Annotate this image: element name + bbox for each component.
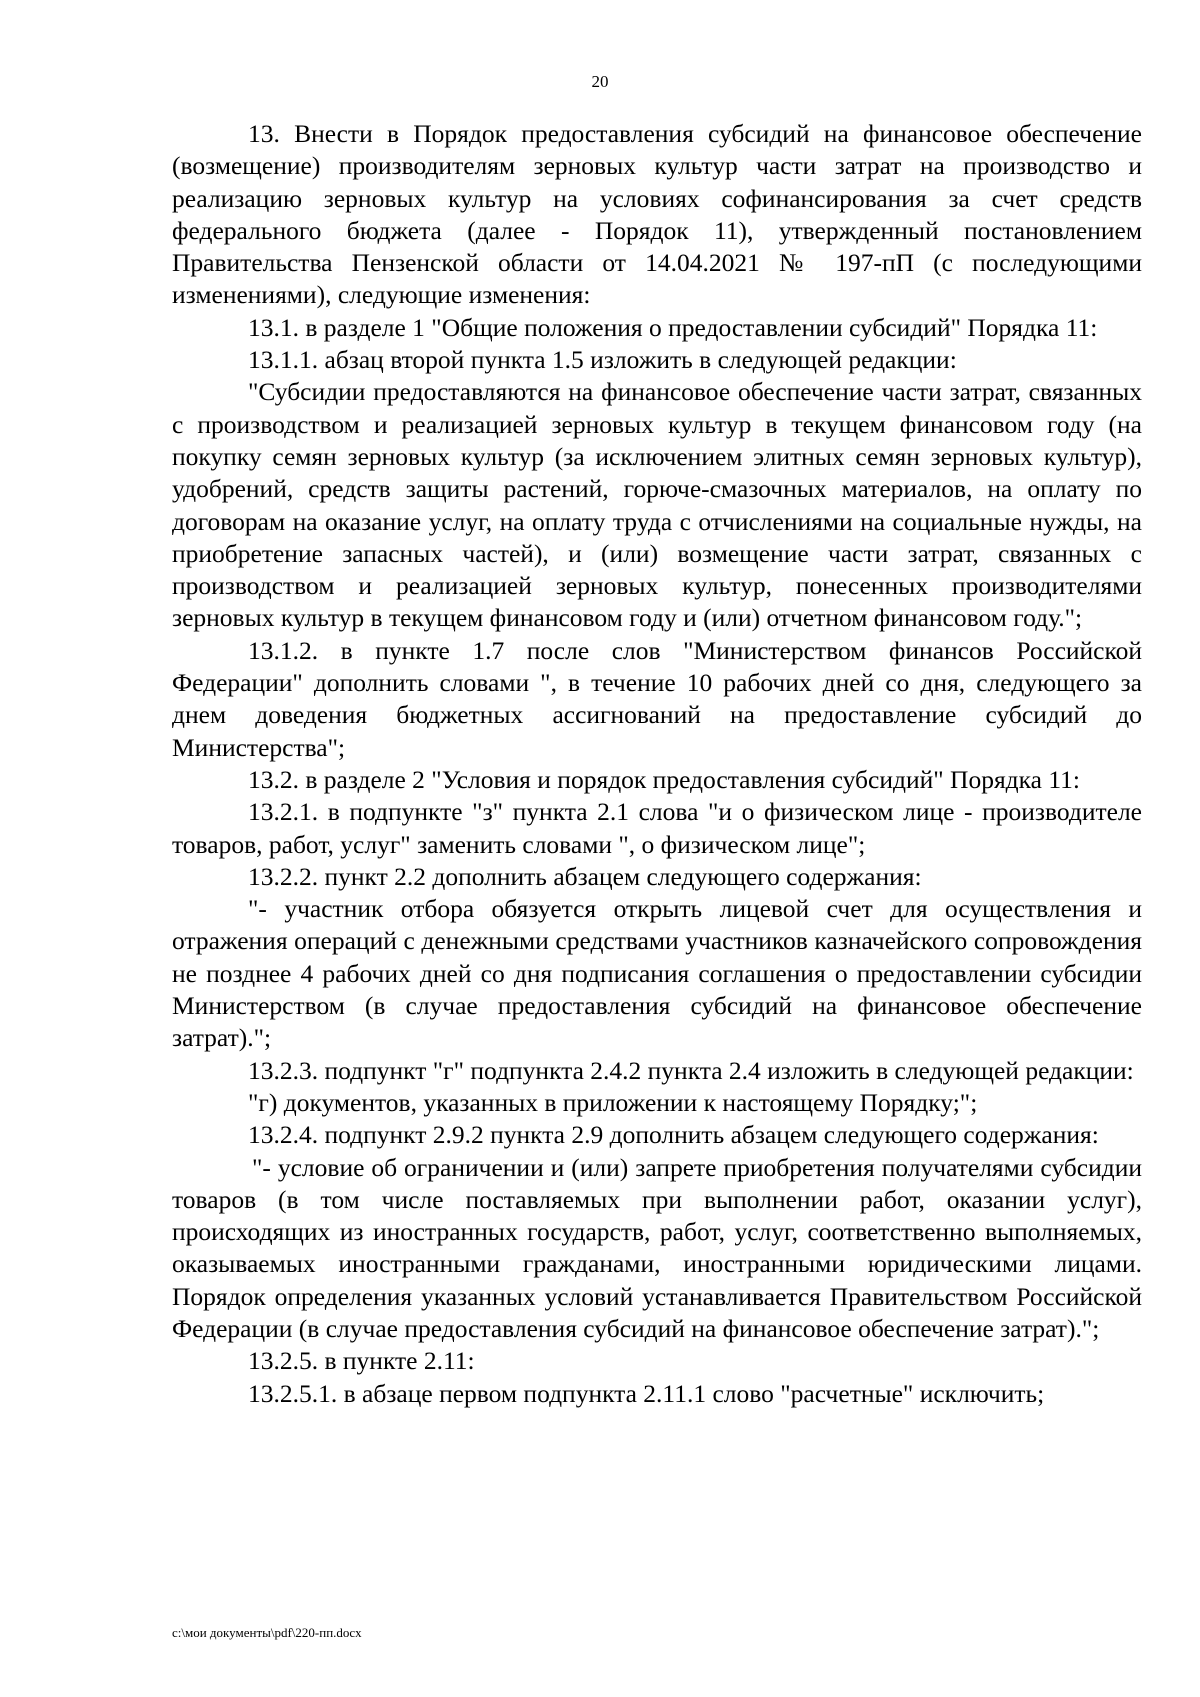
paragraph: 13.2. в разделе 2 "Условия и порядок предоставления субсидий" Порядка 11:: [248, 764, 1080, 794]
page-number: 20: [591, 72, 609, 91]
paragraph: 13. Внести в Порядок предоставления субсидий на финансовое обеспечение (возмещение) производителям зерновых культур части затрат на производство и реализацию зерновых культур на условиях софинансирования за счет средств федерального бюджета (далее - Порядок 11), утвержденный постановлением Правительства Пензенской области от 14.04.2021 № 197-пП (с последующими изменениями), следующие изменения:: [172, 119, 1142, 310]
paragraph: 13.2.1. в подпункте "з" пункта 2.1 слова "и о физическом лице - производителе товаров, работ, услуг" заменить словами ", о физическом лице";: [172, 797, 1142, 859]
document-body: [172, 118, 1142, 1410]
footer-file-path: c:\мои документы\pdf\220-пп.docx: [172, 1625, 362, 1640]
paragraph: 13.2.5.1. в абзаце первом подпункта 2.11.1 слово "расчетные" исключить;: [248, 1378, 1045, 1408]
paragraph: 13.2.3. подпункт "г" подпункта 2.4.2 пункта 2.4 изложить в следующей редакции:: [248, 1055, 1134, 1085]
paragraph: "- участник отбора обязуется открыть лицевой счет для осуществления и отражения операций с денежными средствами участников казначейского сопровождения не позднее 4 рабочих дней со дня подписания соглашения о предоставлении субсидии Министерством (в случае предоставления субсидий на финансовое обеспечение затрат).";: [172, 894, 1142, 1053]
paragraph: 13.1.1. абзац второй пункта 1.5 изложить в следующей редакции:: [248, 345, 957, 375]
paragraph: 13.1. в разделе 1 "Общие положения о предоставлении субсидий" Порядка 11:: [248, 312, 1098, 342]
paragraph: 13.2.4. подпункт 2.9.2 пункта 2.9 дополнить абзацем следующего содержания:: [248, 1120, 1099, 1150]
paragraph: "- условие об ограничении и (или) запрете приобретения получателями субсидии товаров (в том числе поставляемых при выполнении работ, оказании услуг), происходящих из иностранных государств, работ, услуг, соответственно выполняемых, оказываемых иностранными гражданами, иностранными юридическими лицами. Порядок определения указанных условий устанавливается Правительством Российской Федерации (в случае предоставления субсидий на финансовое обеспечение затрат).";: [172, 1152, 1142, 1343]
paragraph: "г) документов, указанных в приложении к настоящему Порядку;";: [248, 1087, 978, 1117]
paragraph: 13.2.5. в пункте 2.11:: [248, 1346, 475, 1376]
paragraph: 13.1.2. в пункте 1.7 после слов "Министерством финансов Российской Федерации" дополнить словами ", в течение 10 рабочих дней со дня, следующего за днем доведения бюджетных ассигнований на предоставление субсидий до Министерства";: [172, 635, 1142, 762]
paragraph: "Субсидии предоставляются на финансовое обеспечение части затрат, связанных с производством и реализацией зерновых культур в текущем финансовом году (на покупку семян зерновых культур (за исключением элитных семян зерновых культур), удобрений, средств защиты растений, горюче-смазочных материалов, на оплату по договорам на оказание услуг, на оплату труда с отчислениями на социальные нужды, на приобретение запасных частей), и (или) возмещение части затрат, связанных с производством и реализацией зерновых культур, понесенных производителями зерновых культур в текущем финансовом году и (или) отчетном финансовом году.";: [172, 377, 1142, 633]
paragraph: 13.2.2. пункт 2.2 дополнить абзацем следующего содержания:: [248, 861, 922, 891]
